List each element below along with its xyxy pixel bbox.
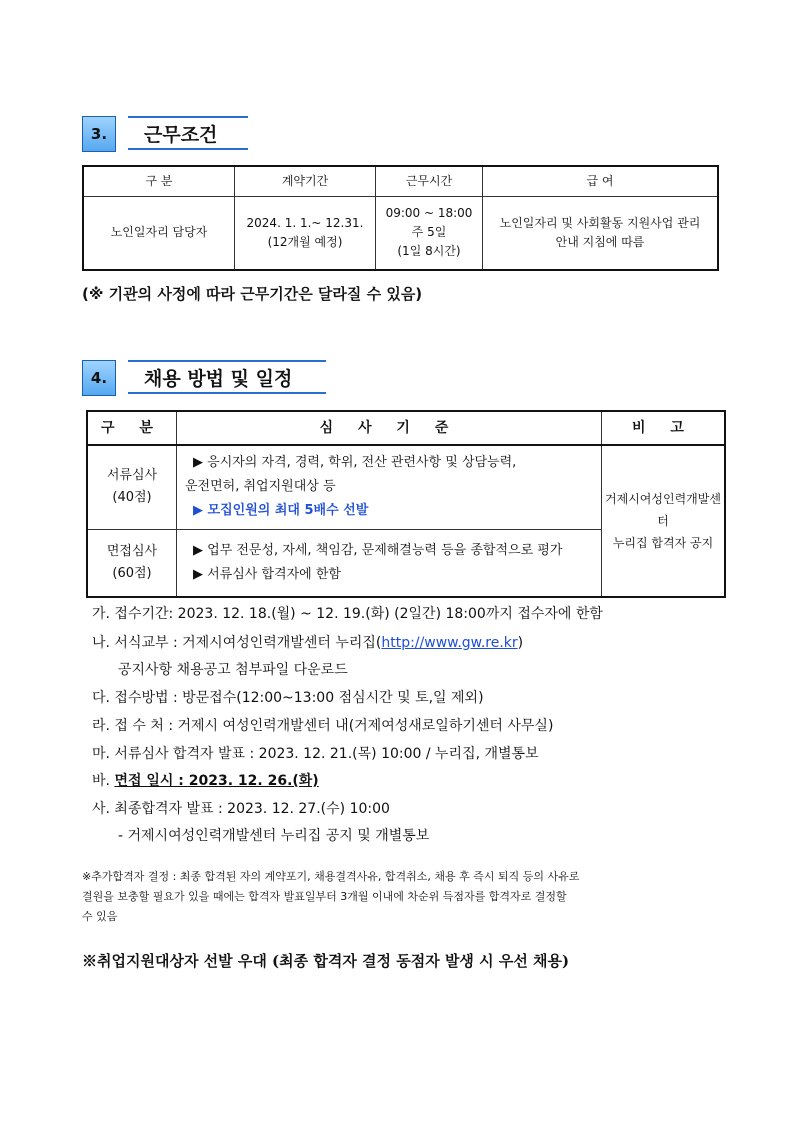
schedule-item-ba [92, 770, 319, 790]
section-4-title: 채용 방법 및 일정 [128, 360, 326, 394]
section-3-title: 근무조건 [128, 116, 248, 150]
doc-review-title: 서류심사 [106, 468, 158, 484]
schedule-item-sa-line-2: - 거제시여성인력개발센터 누리집 공지 및 개별통보 [118, 828, 430, 844]
interview-title: 면접심사 [106, 543, 158, 559]
schedule-item-da: 다. 접수방법 : 방문접수(12:00~13:00 점심시간 및 토,일 제외) [92, 690, 484, 706]
interview-criteria-line-1: ▶ 업무 전문성, 자세, 책임감, 문제해결능력 등을 종합적으로 평가 [193, 542, 563, 558]
doc-criteria-line-2: 운전면허, 취업지원대상 등 [185, 479, 336, 495]
remark-line-2: 누리집 합격자 공지 [612, 536, 714, 550]
extra-note-line-3: 수 있음 [82, 910, 118, 923]
ba-prefix: 바. [92, 773, 115, 789]
section-4-number: 4. [82, 360, 116, 396]
header-remarks: 비 고 [602, 411, 726, 445]
period-line-1: 2024. 1. 1.~ 12.31. [246, 215, 364, 230]
period-line-2: (12개월 예정) [267, 234, 343, 249]
schedule-item-ga: 가. 접수기간: 2023. 12. 18.(월) ~ 12. 19.(화) (2일간) 18:00까지 접수자에 한함 [92, 606, 603, 622]
extra-note-line-1: ※추가합격자 결정 : 최종 합격된 자의 계약포기, 채용결격사유, 합격취소, 채용 후 즉시 퇴직 등의 사유로 [82, 870, 580, 883]
header-contract-period: 계약기간 [235, 166, 376, 196]
schedule-item-sa: 사. 최종합격자 발표 : 2023. 12. 27.(수) 10:00 [92, 801, 390, 817]
interview-label [87, 529, 177, 597]
recruitment-method-table [86, 410, 726, 598]
doc-review-label [87, 445, 177, 529]
hours-line-1: 09:00 ~ 18:00 [385, 206, 473, 221]
header-category-2: 구 분 [87, 411, 177, 445]
interview-date: 면접 일시 : 2023. 12. 26.(화) [114, 773, 319, 789]
work-conditions-table [82, 165, 719, 271]
cell-category: 노인일자리 담당자 [83, 196, 235, 270]
homepage-link[interactable]: http://www.gw.re.kr [381, 635, 518, 651]
schedule-item-na-line-2: 공지사항 채용공고 첨부파일 다운로드 [118, 662, 348, 678]
hours-line-3: (1일 8시간) [397, 244, 461, 259]
remarks-cell [602, 445, 726, 597]
doc-criteria-line-1: ▶ 응시자의 자격, 경력, 학위, 전산 관련사항 및 상담능력, [193, 455, 517, 471]
hours-line-2: 주 5일 [411, 225, 447, 240]
header-pay: 급 여 [483, 166, 719, 196]
na-suffix: ) [517, 635, 524, 651]
schedule-item-na [92, 632, 523, 652]
work-period-note: (※ 기관의 사정에 따라 근무기간은 달라질 수 있음) [82, 285, 423, 303]
doc-criteria-line-3: ▶ 모집인원의 최대 5배수 선발 [193, 503, 369, 519]
cell-work-hours [376, 196, 483, 270]
extra-note-line-2: 결원을 보충할 필요가 있을 때에는 합격자 발표일부터 3개월 이내에 차순위 득점자를 합격자로 결정할 [82, 890, 567, 903]
header-work-hours: 근무시간 [376, 166, 483, 196]
interview-criteria [177, 529, 602, 597]
interview-criteria-line-2: ▶ 서류심사 합격자에 한함 [193, 566, 341, 582]
pay-line-2: 안내 지침에 따름 [555, 234, 645, 249]
header-category: 구 분 [83, 166, 235, 196]
section-3-heading [82, 116, 262, 152]
pay-line-1: 노인일자리 및 사회활동 지원사업 관리 [499, 215, 701, 230]
employment-support-preference: ※취업지원대상자 선발 우대 (최종 합격자 결정 동점자 발생 시 우선 채용) [82, 952, 570, 970]
doc-review-criteria [177, 445, 602, 529]
remark-line-1: 거제시여성인력개발센터 [605, 492, 721, 528]
interview-points: (60점) [112, 565, 152, 581]
doc-review-points: (40점) [112, 490, 152, 506]
section-4-heading [82, 360, 342, 396]
schedule-item-ra: 라. 접 수 처 : 거제시 여성인력개발센터 내(거제여성새로일하기센터 사무실) [92, 718, 554, 734]
cell-contract-period [235, 196, 376, 270]
schedule-item-ma: 마. 서류심사 합격자 발표 : 2023. 12. 21.(목) 10:00 / 누리집, 개별통보 [92, 746, 539, 762]
header-criteria: 심 사 기 준 [177, 411, 602, 445]
section-3-number: 3. [82, 116, 116, 152]
cell-pay [483, 196, 719, 270]
na-prefix: 나. 서식교부 : 거제시여성인력개발센터 누리집( [92, 635, 382, 651]
